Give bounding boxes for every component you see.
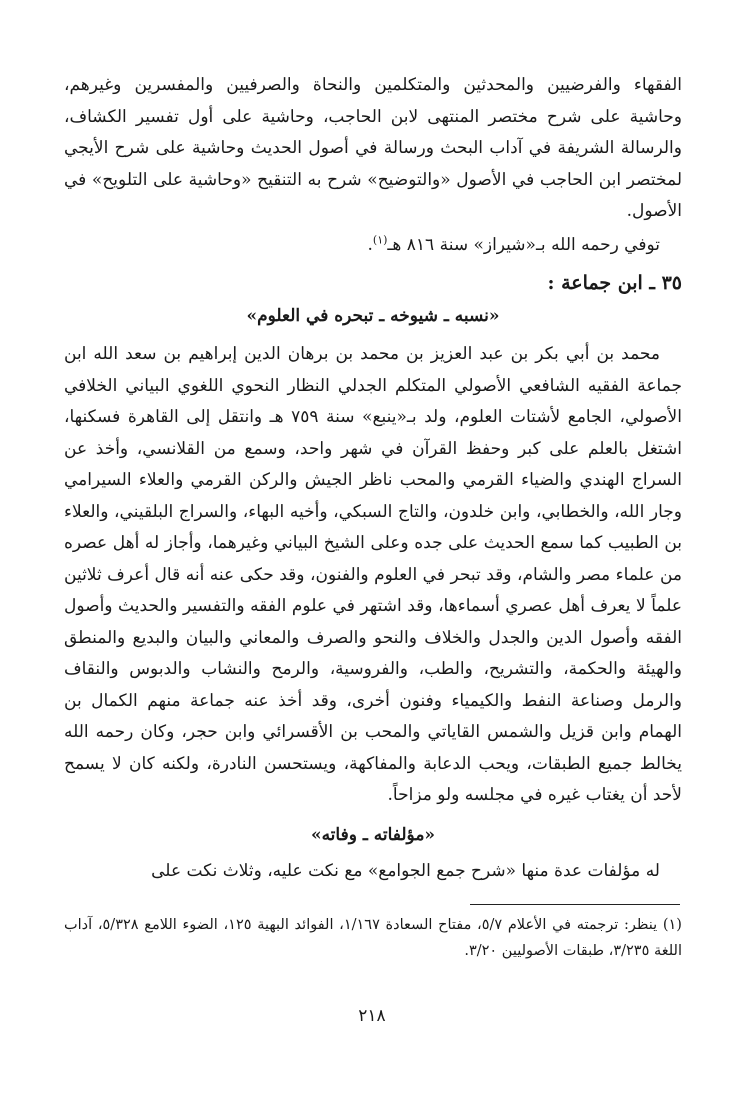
death-note (64, 230, 682, 262)
bio-paragraph: محمد بن أبي بكر بن عبد العزيز بن محمد بن برهان الدين إبراهيم بن سعد الله ابن جماعة الفقيه الشافعي الأصولي المتكلم الجدلي النظار النحوي اللغوي البياني الخلافي الأصولي، الجامع لأشتات العلوم، ولد بـ«ينبع» سنة ٧٥٩ هـ وانتقل إلى القاهرة فسكنها، اشتغل بالعلم على كبر وحفظ القرآن في شهر واحد، وسمع من القلانسي، وأخذ عن السراج الهندي والضياء القرمي والمحب ناظر الجيش والركن القرمي والعلاء السيرامي وجار الله، والخطابي، وابن خلدون، والتاج السبكي، وأخيه البهاء، والسراج البلقيني، والعلاء بن الطبيب كما سمع الحديث على جده وعلى الشيخ البياني وغيرهما، وأجاز له أهل عصره من علماء مصر والشام، وقد تبحر في العلوم والفنون، وقد حكى عنه أنه قال أعرف ثلاثين علماً لا يعرف أهل عصري أسماءها، وقد اشتهر في علوم الفقه والتفسير والحديث وأصول الفقه وأصول الدين والجدل والخلاف والنحو والصرف والمعاني والبيان والبديع والمنطق والهيئة والحكمة، والتشريح، والطب، والفروسية، والرمح والنشاب والدبوس والنقاف والرمل وصناعة النفط والكيمياء وفنون أخرى، وقد أخذ عنه جماعة منهم الكمال بن الهمام وابن قزيل والشمس القاياتي والمحب بن الأقسرائي وابن حجر، وكان رحمه الله يخالط جميع الطبقات، ويحب الدعابة والمفاكهة، ويستحسن النادرة، ولكنه كان لا يسمح لأحد أن يغتاب غيره في مجلسه ولو مزاحاً. (64, 344, 682, 805)
works-paragraph: له مؤلفات عدة منها «شرح جمع الجوامع» مع نكت عليه، وثلاث نكت على (151, 860, 660, 881)
death-note-end: . (367, 234, 373, 255)
page-number: ٢١٨ (358, 1006, 386, 1026)
page-body (64, 70, 682, 887)
subheading-lineage: «نسبه ـ شيوخه ـ تبحره في العلوم» (246, 306, 500, 326)
footnote-ref: (١) (372, 232, 388, 246)
intro-paragraph: الفقهاء والفرضيين والمحدثين والمتكلمين والنحاة والصرفيين والمفسرين وغيرهم، وحاشية على شرح مختصر المنتهى لابن الحاجب، وحاشية على أول تفسير الكشاف، والرسالة الشريفة في آداب البحث ورسالة في أصول الحديث وحاشية على شرح الأيجي لمختصر ابن الحاجب في الأصول «والتوضيح» شرح به التنقيح «وحاشية على التلويح» في الأصول. (64, 75, 682, 221)
footnotes (64, 912, 682, 964)
death-note-text: توفي رحمه الله بـ«شيراز» سنة ٨١٦ هـ (387, 234, 660, 255)
footnote-divider (470, 904, 680, 905)
footnote-1: (١) ينظر: ترجمته في الأعلام ٥/٧، مفتاح السعادة ١/١٦٧، الفوائد البهية ١٢٥، الضوء اللامع ٥/٣٢٨، آداب اللغة ٣/٢٣٥، طبقات الأصوليين ٣/٢٠. (64, 917, 682, 959)
section-title: ٣٥ ـ ابن جماعة : (547, 272, 682, 294)
subheading-works: «مؤلفاته ـ وفاته» (310, 824, 436, 845)
